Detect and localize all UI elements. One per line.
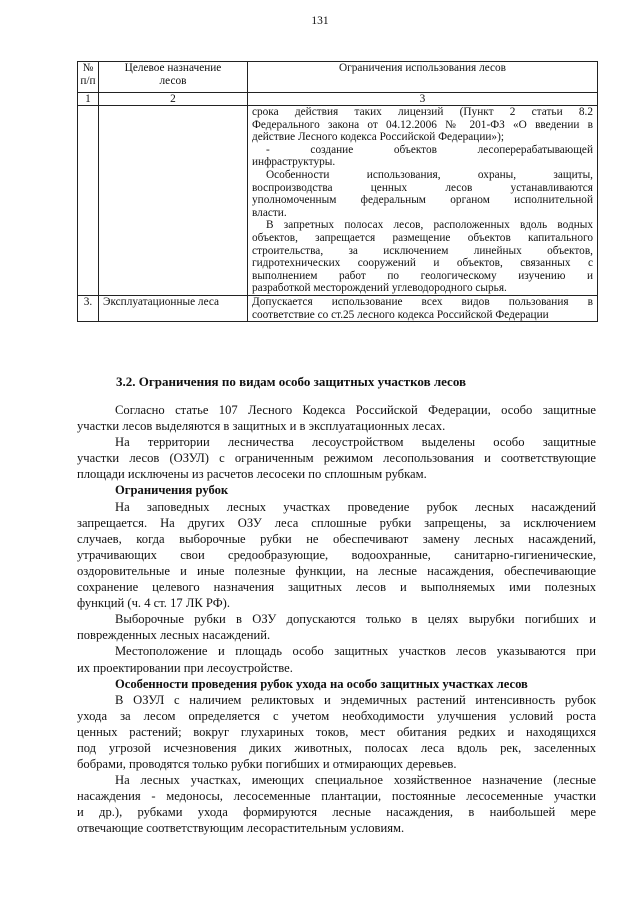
text-line: - создание объектов лесоперерабатывающей (266, 143, 593, 156)
page-number: 131 (311, 15, 329, 27)
text-line: под угрозой исчезновения диких животных, полосах леса вдоль рек, заселенных (77, 740, 596, 755)
text-line: и др.), рубками ухода формируются лесные насаждения, в наибольшей мере (77, 805, 596, 820)
text-line: строительства, за исключением линейных объектов, (252, 244, 593, 257)
text-line: оздоровительные и иные полезные функции, на лесные насаждения, обеспечивающие (77, 563, 596, 578)
col-number-1: 1 (78, 93, 99, 106)
header-number (78, 62, 99, 93)
text-line: воспроизводства ценных лесов устанавливаются (252, 181, 593, 194)
table-header-row (78, 62, 598, 93)
header-purpose-text: Целевое назначение лесов (124, 62, 222, 87)
text-line: отвечающие соответствующим лесорастительным условиям. (77, 821, 405, 836)
body-text (77, 402, 596, 837)
section-title: 3.2. Ограничения по видам особо защитных участков лесов (116, 374, 467, 389)
paragraph-6 (77, 692, 596, 772)
col-number-3: 3 (248, 93, 598, 106)
text-line: ухода за лесом определяется с учетом необходимости улучшения условий роста (77, 708, 596, 723)
text-line: В ОЗУЛ с наличием реликтовых и эндемичных растений интенсивность рубок (115, 692, 596, 707)
paragraph-3 (77, 499, 596, 612)
row-purpose: Эксплуатационные леса (99, 295, 248, 321)
text-line: случаев, когда выборочные рубки не обеспечивают замену лесных насаждений, (77, 531, 596, 546)
text-line: бобрами, проводятся только рубки погибших и отмирающих деревьев. (77, 757, 457, 772)
text-line: На территории лесничества лесоустройством выделены особо защитные (115, 435, 596, 450)
header-restrictions-text: Ограничения использования лесов (338, 62, 507, 74)
text-line: соответствие со ст.25 лесного кодекса Российской Федерации (252, 308, 549, 321)
text-line: ценных растений; вокруг глухариных токов, мест обитания редких и находящихся (77, 724, 596, 739)
text-line: На лесных участках, имеющих специальное хозяйственное назначение (лесные (115, 773, 596, 788)
text-line: Особенности использования, охраны, защиты, (266, 168, 593, 181)
text-line: Согласно статье 107 Лесного Кодекса Российской Федерации, особо защитные (115, 403, 596, 417)
text-line: Выборочные рубки в ОЗУ допускаются только в целях вырубки погибших и (115, 612, 596, 627)
row-cont-purpose (99, 106, 248, 296)
row-number: 3. (78, 295, 99, 321)
text-line: действие Лесного кодекса Российской Федерации»); (252, 131, 504, 144)
table-row (78, 295, 598, 321)
column-numbers-row (78, 93, 598, 106)
text-line: участки лесов выделяются в защитных и в эксплуатационных лесах. (77, 419, 446, 434)
paragraph-5 (77, 643, 596, 675)
row-cont-restrictions (248, 106, 598, 296)
text-line: гидротехнических сооружений и объектов, связанных с (252, 257, 593, 270)
table-row (78, 106, 598, 296)
text-line: В запретных полосах лесов, расположенных вдоль водных (266, 219, 593, 232)
text-line: выполнением работ по геологическому изучению и (252, 269, 593, 282)
text-line: сохранение целевого назначения защитных лесов и выполняемых ими полезных (77, 580, 596, 595)
paragraph-4 (77, 611, 596, 643)
text-line: утрачивающих свои средообразующие, водоохранные, санитарно-гигиенические, (77, 547, 596, 562)
text-line: инфраструктуры. (252, 156, 336, 169)
header-restrictions (248, 62, 598, 93)
paragraph-1 (77, 402, 596, 434)
text-line: разработкой месторождений углеводородного сырья. (252, 282, 507, 295)
row-restrictions (248, 295, 598, 321)
text-line: их проектировании при лесоустройстве. (77, 660, 293, 675)
text-line: запрещается. На других ОЗУ леса сплошные рубки запрещены, за исключением (77, 515, 596, 530)
text-line: На заповедных лесных участках проведение рубок лесных насаждений (115, 499, 596, 514)
text-line: власти. (252, 206, 287, 219)
col-number-2: 2 (99, 93, 248, 106)
text-line: участки лесов (ОЗУЛ) с ограниченным режимом лесопользования и соответствующие (77, 451, 596, 466)
text-line: площади исключены из расчетов лесосеки по сплошным рубкам. (77, 467, 427, 482)
subheading-thinning-features: Особенности проведения рубок ухода на особо защитных участках лесов (115, 676, 528, 691)
text-line: уполномоченным федеральным органом исполнительной (252, 194, 593, 207)
text-line: срока действия таких лицензий (Пункт 2 статьи 8.2 (252, 106, 593, 118)
header-purpose (99, 62, 248, 93)
paragraph-7 (77, 772, 596, 836)
text-line: Местоположение и площадь особо защитных участков лесов указываются при (115, 644, 596, 659)
text-line: объектов, запрещается размещение объектов капитального (252, 231, 593, 244)
text-line: Федерального закона от 04.12.2006 № 201-ФЗ «О введении в (252, 118, 593, 131)
text-line: поврежденных лесных насаждений. (77, 628, 271, 643)
subheading-logging-restrictions: Ограничения рубок (115, 483, 229, 498)
text-line: насаждения - медоносы, лесосеменные плантации, постоянные лесосеменные участки (77, 789, 596, 804)
row-cont-number (78, 106, 99, 296)
text-line: функций (ч. 4 ст. 17 ЛК РФ). (77, 596, 230, 611)
header-number-text: № п/п (80, 62, 96, 87)
paragraph-2 (77, 434, 596, 482)
restrictions-table (77, 61, 598, 322)
text-line: Допускается использование всех видов пользования в (252, 295, 593, 308)
